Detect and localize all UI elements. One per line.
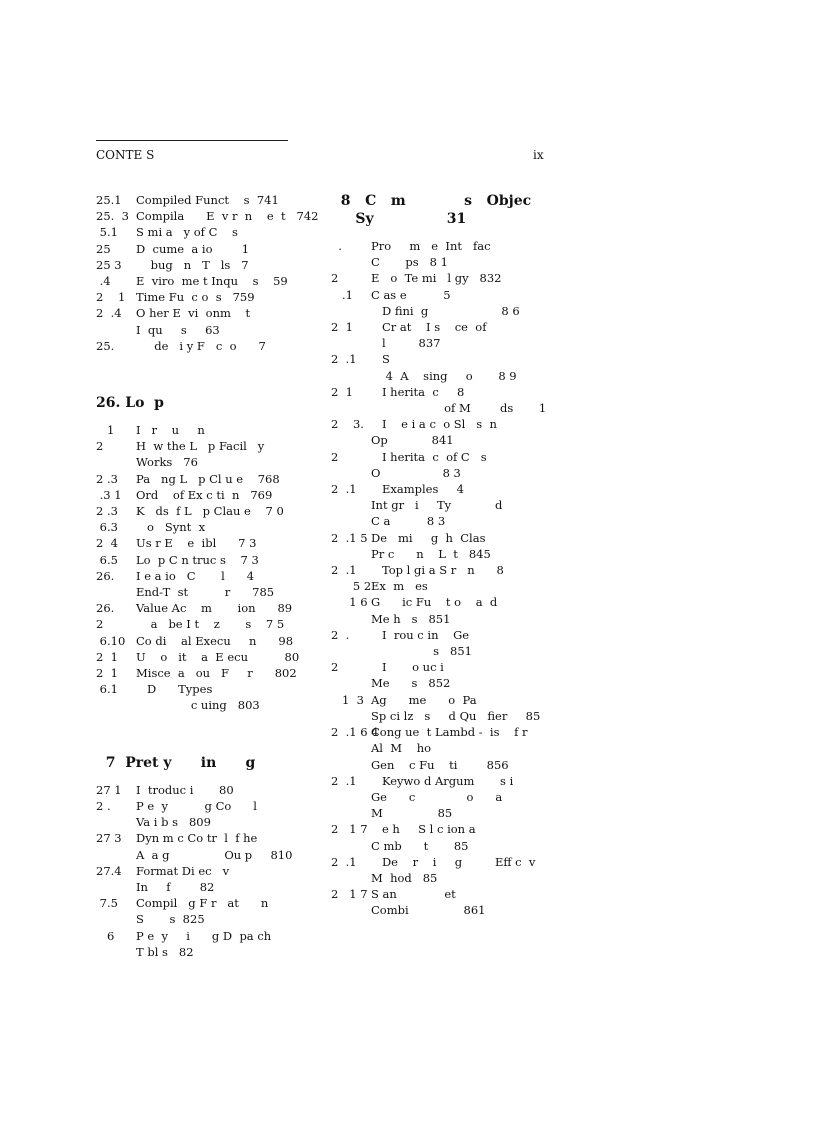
toc-entry xyxy=(96,584,326,600)
toc-entry-text: Cong ue t Lambd - is f r xyxy=(371,725,528,740)
toc-entry-text: K ds f L p Clau e 7 0 xyxy=(136,504,284,519)
toc-entry xyxy=(331,238,551,254)
toc-entry-text: Us r E e ibl 7 3 xyxy=(136,536,257,551)
toc-entry-number: 2 1 xyxy=(331,320,353,335)
toc-entry-text: Ord of Ex c ti n 769 xyxy=(136,487,273,502)
chapter-27-title: 7 Pret y in g xyxy=(96,754,256,771)
toc-entry-text: S mi a y of C s xyxy=(136,225,238,240)
toc-entry xyxy=(96,600,326,616)
toc-entry xyxy=(96,830,326,846)
toc-entry-number: .3 1 xyxy=(96,487,122,502)
toc-entry-text: Gen c Fu ti 856 xyxy=(371,757,509,772)
toc-entry-number: 6.3 xyxy=(96,520,118,535)
toc-entry-text: Combi 861 xyxy=(371,903,486,918)
toc-entry xyxy=(331,400,551,416)
chapter-28-title-line1: 8 C m s Objec xyxy=(331,193,532,209)
toc-entry-text: s 851 xyxy=(371,644,472,659)
toc-entry xyxy=(96,338,326,354)
toc-entry xyxy=(331,594,551,610)
toc-entry-text: Value Ac m ion 89 xyxy=(136,601,293,616)
toc-entry xyxy=(331,465,551,481)
toc-entry xyxy=(331,287,551,303)
toc-entry-number: 2 .1 xyxy=(331,482,357,497)
toc-entry-number: . xyxy=(331,239,342,253)
toc-entry xyxy=(331,368,551,384)
toc-entry-text: Dyn m c Co tr l f he xyxy=(136,831,258,846)
toc-entry xyxy=(331,611,551,627)
toc-entry-text: End-T st r 785 xyxy=(136,585,275,600)
toc-entry-text: o Synt x xyxy=(136,520,206,535)
toc-entry-text: Examples 4 xyxy=(371,482,464,497)
toc-entry-text: I o uc i xyxy=(371,660,444,675)
toc-entry-number: 2 xyxy=(331,660,339,675)
toc-entry xyxy=(96,519,326,535)
toc-entry-text: O 8 3 xyxy=(371,465,461,480)
toc-entry-text: Int gr i Ty d xyxy=(371,498,503,513)
toc-entry-text: G ic Fu t o a d xyxy=(371,595,498,610)
toc-entry-text: I herita c 8 xyxy=(371,384,465,399)
toc-entry-number: 5 2 xyxy=(331,579,372,594)
toc-entry-text: C as e 5 xyxy=(371,287,451,302)
toc-entry-number: 1 6 xyxy=(331,595,368,610)
toc-entry xyxy=(96,863,326,879)
toc-entry-number: 2 xyxy=(331,449,339,464)
toc-entry xyxy=(331,643,551,659)
toc-entry-text: S s 825 xyxy=(136,912,205,927)
toc-entry-number: 2 .1 xyxy=(331,854,357,869)
toc-entry-number: 6.10 xyxy=(96,633,126,648)
toc-entry xyxy=(331,319,551,335)
toc-entry-number: 2 .1 xyxy=(331,563,357,578)
toc-entry-text: Time Fu c o s 759 xyxy=(136,290,255,305)
toc-entry-number: 2 .3 xyxy=(96,471,118,486)
toc-entry-text: I r u n xyxy=(136,423,205,438)
toc-entry-number: 1 3 xyxy=(331,692,364,707)
toc-entry xyxy=(331,724,551,740)
toc-entry-text: Cr at I s ce of xyxy=(371,320,487,335)
toc-entry xyxy=(331,708,551,724)
toc-entry-text: Compiled Funct s 741 xyxy=(136,193,279,207)
chapter-27-list xyxy=(96,782,326,960)
toc-entry xyxy=(96,322,326,338)
toc-entry-number: 2 .1 6 4 xyxy=(331,725,379,740)
toc-entry xyxy=(96,192,326,208)
toc-entry xyxy=(96,879,326,895)
toc-entry-number: 2 .1 xyxy=(331,352,357,367)
toc-entry-number: 1 xyxy=(96,423,115,438)
toc-entry xyxy=(331,432,551,448)
toc-entry-number: 2 1 xyxy=(96,666,118,681)
toc-entry xyxy=(96,697,326,713)
toc-entry xyxy=(331,805,551,821)
toc-entry xyxy=(331,821,551,837)
toc-entry xyxy=(331,675,551,691)
toc-entry-number: 2 1 xyxy=(96,290,126,305)
toc-entry-number: 25. 3 xyxy=(96,209,129,224)
chapter-28-list xyxy=(331,238,551,919)
toc-entry-text: E o Te mi l gy 832 xyxy=(371,271,502,286)
toc-entry-text: c uing 803 xyxy=(136,698,260,713)
toc-entry-text: Misce a ou F r 802 xyxy=(136,666,297,681)
toc-entry-text: I herita c of C s xyxy=(371,449,487,464)
toc-entry xyxy=(331,497,551,513)
toc-entry-number: 6 xyxy=(96,928,115,943)
toc-entry xyxy=(96,928,326,944)
toc-entry xyxy=(331,659,551,675)
toc-entry-text: e h S l c ion a xyxy=(371,822,476,837)
toc-entry xyxy=(331,578,551,594)
toc-entry xyxy=(331,692,551,708)
toc-entry xyxy=(96,944,326,960)
toc-entry xyxy=(96,535,326,551)
toc-entry-text: Ex m es xyxy=(371,579,428,594)
toc-entry xyxy=(331,870,551,886)
toc-entry xyxy=(331,854,551,870)
toc-entry-text: Compila E v r n e t 742 xyxy=(136,209,319,224)
toc-entry xyxy=(96,289,326,305)
toc-entry xyxy=(331,740,551,756)
toc-entry-text: Me s 852 xyxy=(371,676,451,691)
toc-entry-number: 2 3. xyxy=(331,417,364,432)
toc-entry xyxy=(96,552,326,568)
toc-entry-text: I e a io C l 4 xyxy=(136,568,255,583)
toc-entry-text: P e y g Co l xyxy=(136,798,257,813)
toc-entry-text: E viro me t Inqu s 59 xyxy=(136,274,288,289)
toc-left-column xyxy=(96,192,326,960)
toc-entry-number: 2 .1 xyxy=(331,773,357,788)
toc-entry-text: 4 A sing o 8 9 xyxy=(371,368,517,383)
toc-entry-text: S xyxy=(371,352,390,367)
toc-entry-text: De r i g Eff c v xyxy=(371,854,536,869)
toc-entry xyxy=(96,241,326,257)
toc-entry xyxy=(96,422,326,438)
toc-entry xyxy=(96,911,326,927)
toc-entry-text: Pa ng L p Cl u e 768 xyxy=(136,471,280,486)
toc-entry xyxy=(331,335,551,351)
page-number: ix xyxy=(533,148,544,162)
toc-entry-text: Al M ho xyxy=(371,741,432,756)
toc-entry-text: S an et xyxy=(371,887,456,902)
toc-entry xyxy=(331,254,551,270)
toc-entry-number: 7.5 xyxy=(96,896,118,911)
toc-entry xyxy=(96,814,326,830)
toc-entry xyxy=(331,773,551,789)
toc-entry-text: Va i b s 809 xyxy=(136,815,211,830)
toc-entry-text: De mi g h Clas xyxy=(371,530,486,545)
toc-entry-text: P e y i g D pa ch xyxy=(136,928,272,943)
toc-entry xyxy=(331,270,551,286)
toc-right-column xyxy=(331,192,551,919)
toc-entry-number: 5.1 xyxy=(96,225,118,240)
chapter-26-title: 26. Lo p xyxy=(96,395,164,412)
toc-entry-text: Sp ci lz s d Qu fier 85 xyxy=(371,708,541,723)
toc-entry xyxy=(331,303,551,319)
toc-entry xyxy=(96,847,326,863)
toc-entry xyxy=(96,487,326,503)
toc-entry-text: In f 82 xyxy=(136,879,215,894)
toc-entry xyxy=(331,513,551,529)
toc-entry-text: D cume a io 1 xyxy=(136,241,250,256)
toc-entry xyxy=(96,782,326,798)
toc-entry-text: Works 76 xyxy=(136,455,198,470)
toc-entry-text: bug n T ls 7 xyxy=(136,257,249,272)
toc-entry-text: I rou c in Ge xyxy=(371,627,470,642)
toc-entry xyxy=(96,438,326,454)
toc-entry-text: C a 8 3 xyxy=(371,514,446,529)
toc-entry-number: 2 1 7 xyxy=(331,822,368,837)
toc-entry-text: de i y F c o 7 xyxy=(136,338,266,353)
toc-entry xyxy=(331,530,551,546)
toc-entry-number: .4 xyxy=(96,274,111,289)
toc-entry-number: 2 4 xyxy=(96,536,118,551)
toc-entry xyxy=(96,895,326,911)
toc-entry xyxy=(96,649,326,665)
toc-entry-text: T bl s 82 xyxy=(136,944,194,959)
toc-entry xyxy=(96,616,326,632)
toc-entry-number: 27.4 xyxy=(96,863,122,878)
toc-entry-text: D fini g 8 6 xyxy=(371,303,520,318)
toc-entry xyxy=(331,546,551,562)
toc-entry xyxy=(331,562,551,578)
toc-entry-number: 6.5 xyxy=(96,552,118,567)
header-rule xyxy=(96,140,288,141)
toc-entry-text: M 85 xyxy=(371,806,453,821)
toc-entry-number: 25.1 xyxy=(96,193,122,207)
toc-entry-number: 2 1 xyxy=(96,649,118,664)
toc-entry xyxy=(331,627,551,643)
toc-entry xyxy=(96,257,326,273)
toc-entry-number: 2 . xyxy=(331,627,350,642)
toc-entry-text: l 837 xyxy=(371,336,441,351)
toc-entry-text: M hod 85 xyxy=(371,870,438,885)
toc-entry-number: 2 .1 5 xyxy=(331,530,368,545)
toc-entry-text: H w the L p Facil y xyxy=(136,439,265,454)
toc-entry-text: Pro m e Int fac xyxy=(371,239,491,253)
toc-entry-text: I e i a c o Sl s n xyxy=(371,417,497,432)
toc-entry-number: 26. xyxy=(96,568,115,583)
toc-entry xyxy=(96,471,326,487)
toc-entry xyxy=(96,273,326,289)
toc-entry xyxy=(96,224,326,240)
running-header-title: CONTE S xyxy=(96,148,155,162)
toc-entry xyxy=(331,838,551,854)
toc-entry-number: 2 .4 xyxy=(96,306,122,321)
toc-entry-text: I troduc i 80 xyxy=(136,782,234,797)
toc-entry-number: 2 1 7 xyxy=(331,887,368,902)
toc-entry xyxy=(96,454,326,470)
toc-entry xyxy=(331,886,551,902)
toc-entry-text: Op 841 xyxy=(371,433,454,448)
chapter-28-title-line2: Sy 31 xyxy=(331,211,467,227)
chapter-26-list xyxy=(96,422,326,714)
toc-entry-text: Lo p C n truc s 7 3 xyxy=(136,552,259,567)
toc-entry-number: 25 3 xyxy=(96,257,122,272)
toc-entry-number: 25. xyxy=(96,338,115,353)
toc-entry-text: C mb t 85 xyxy=(371,838,469,853)
toc-entry-text: Keywo d Argum s i xyxy=(371,773,514,788)
toc-entry-number: 2 xyxy=(96,617,104,632)
toc-entry-text: Pr c n L t 845 xyxy=(371,546,491,561)
toc-entry xyxy=(331,481,551,497)
toc-entry-number: 27 3 xyxy=(96,831,122,846)
toc-entry-text: Ge c o a xyxy=(371,789,503,804)
toc-entry xyxy=(331,757,551,773)
toc-entry-text: Top l gi a S r n 8 xyxy=(371,563,504,578)
toc-entry-number: 2 xyxy=(331,271,339,286)
toc-entry-text: Me h s 851 xyxy=(371,611,451,626)
toc-entry-number: 6.1 xyxy=(96,682,118,697)
toc-entry xyxy=(96,305,326,321)
toc-entry-number: 25 xyxy=(96,241,111,256)
toc-entry-number: 2 . xyxy=(96,798,111,813)
toc-entry xyxy=(96,503,326,519)
toc-entry xyxy=(96,208,326,224)
toc-entry xyxy=(96,665,326,681)
toc-entry xyxy=(96,681,326,697)
toc-entry xyxy=(331,902,551,918)
section-25-list xyxy=(96,192,326,354)
toc-entry-text: I qu s 63 xyxy=(136,322,220,337)
toc-entry-number: .1 xyxy=(331,287,353,302)
toc-entry-text: U o it a E ecu 80 xyxy=(136,649,300,664)
toc-entry-text: Co di al Execu n 98 xyxy=(136,633,294,648)
toc-entry xyxy=(331,789,551,805)
toc-entry-text: a be I t z s 7 5 xyxy=(136,617,285,632)
toc-entry-number: 2 1 xyxy=(331,384,353,399)
toc-entry-number: 26. xyxy=(96,601,115,616)
toc-entry-text: Format Di ec v xyxy=(136,863,230,878)
toc-entry-number: 27 1 xyxy=(96,782,122,797)
toc-entry-text: Ag me o Pa xyxy=(371,692,477,707)
toc-entry xyxy=(96,798,326,814)
toc-entry xyxy=(331,351,551,367)
toc-entry xyxy=(331,449,551,465)
toc-entry-text: D Types xyxy=(136,682,213,697)
toc-entry xyxy=(96,633,326,649)
toc-entry-text: A a g Ou p 810 xyxy=(136,847,293,862)
toc-entry-text: of M ds 1 xyxy=(371,401,547,416)
toc-entry-text: Compil g F r at n xyxy=(136,896,269,911)
toc-entry xyxy=(96,568,326,584)
toc-entry-number: 2 .3 xyxy=(96,504,118,519)
toc-entry xyxy=(331,384,551,400)
toc-entry xyxy=(331,416,551,432)
toc-entry-text: C ps 8 1 xyxy=(371,255,448,270)
toc-entry-number: 2 xyxy=(96,439,104,454)
toc-entry-text: O her E vi onm t xyxy=(136,306,251,321)
